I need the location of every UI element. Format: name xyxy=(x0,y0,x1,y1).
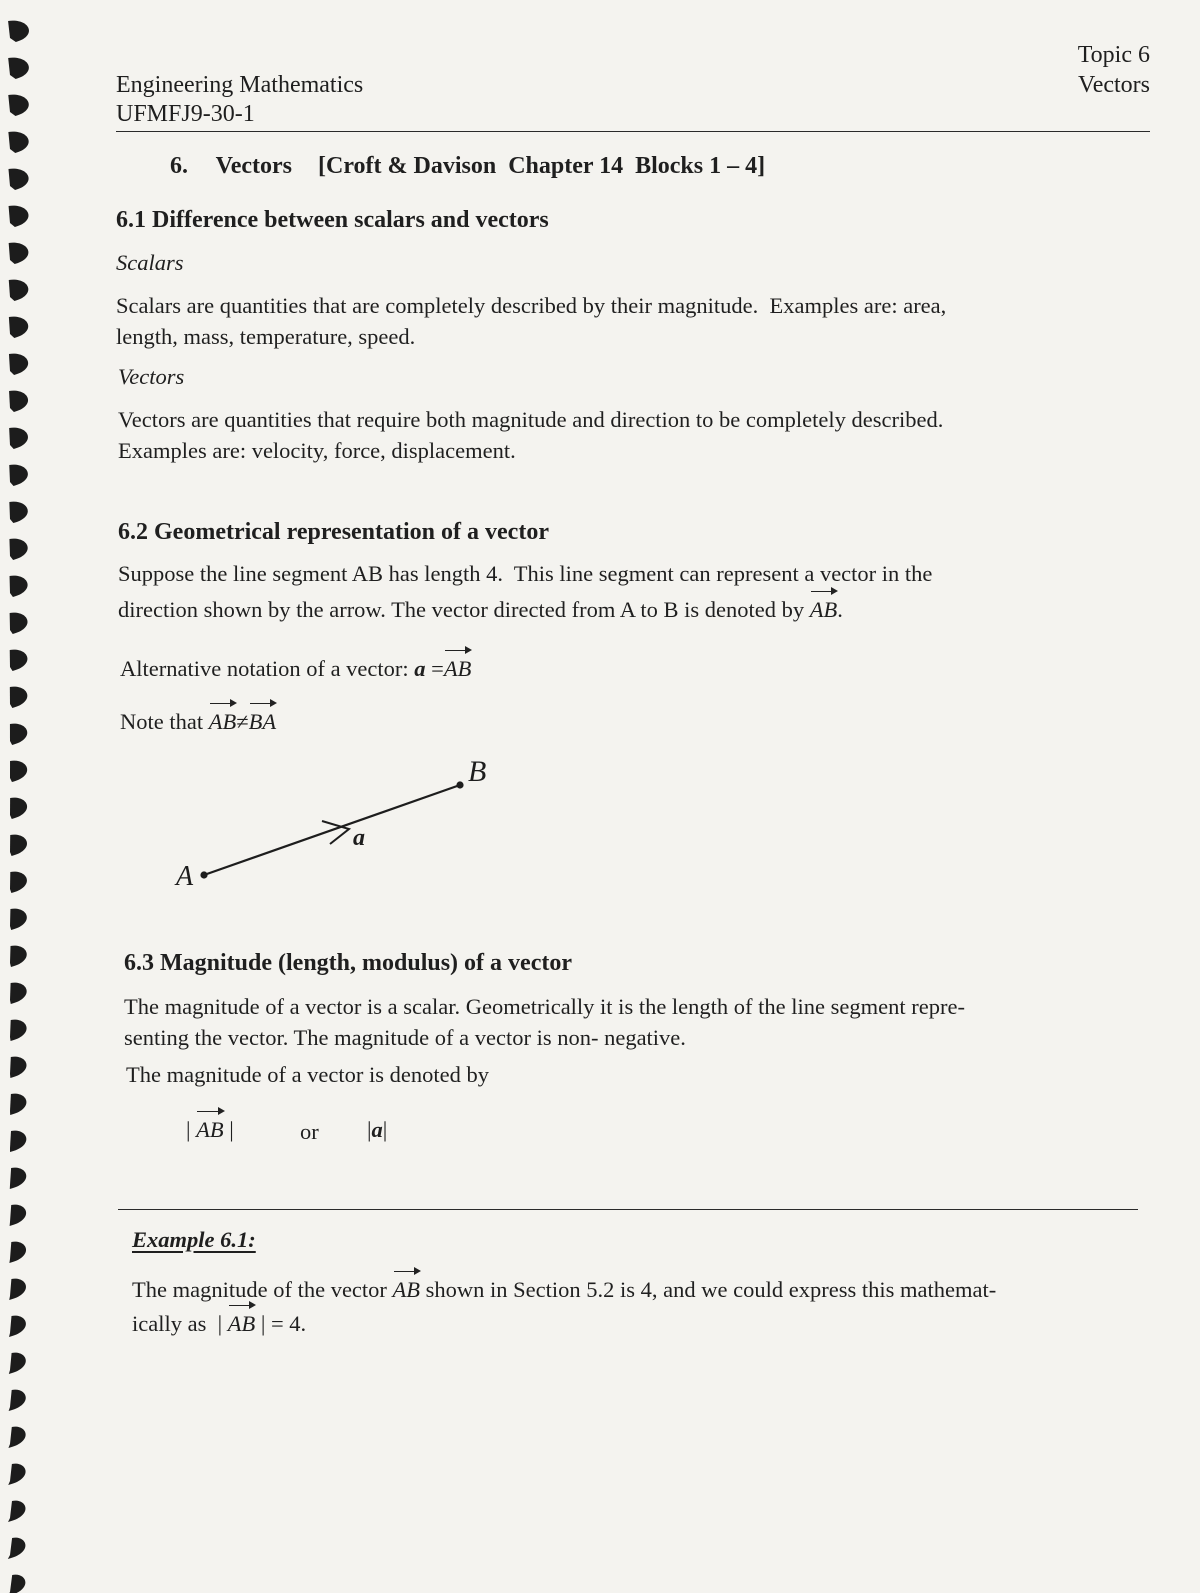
vector-diagram xyxy=(160,745,540,905)
note-vector-ab: AB xyxy=(208,709,237,734)
note-vector-ba: BA xyxy=(248,709,277,734)
vectors-line-2: Examples are: velocity, force, displacement. xyxy=(118,438,516,463)
vector-line-segment xyxy=(204,785,460,875)
scalars-line-2: length, mass, temperature, speed. xyxy=(116,324,416,349)
chapter-title: Vectors xyxy=(215,153,292,179)
section-6-2-heading: 6.2 Geometrical representation of a vector xyxy=(118,519,549,545)
abs-bar-right: | xyxy=(223,1117,234,1142)
vector-ab-notation: AB xyxy=(809,597,838,622)
note-not-equal xyxy=(120,709,276,735)
example-line-2-prefix: ically as | xyxy=(132,1311,228,1336)
chapter-heading xyxy=(170,153,765,180)
magnitude-notation-a: |a| xyxy=(367,1117,388,1142)
section-6-1-heading: 6.1 Difference between scalars and vectors xyxy=(116,207,549,233)
s2-line-2-prefix: direction shown by the arrow. The vector directed from A to B is denoted by xyxy=(118,597,810,622)
header-topic: Topic 6 xyxy=(1077,42,1150,68)
example-line-1 xyxy=(132,1277,996,1303)
chapter-reference: [Croft & Davison Chapter 14 Blocks 1 – 4] xyxy=(318,153,766,179)
label-vector-a: a xyxy=(353,825,365,851)
magnitude-vector-ab: AB xyxy=(196,1117,224,1142)
magnitude-bold-a: a xyxy=(371,1117,383,1142)
s2-line-1: Suppose the line segment AB has length 4. This line segment can represent a vector in the xyxy=(118,561,933,586)
chapter-number: 6. xyxy=(170,153,188,179)
example-title: Example 6.1: xyxy=(132,1227,256,1252)
alt-equals: = xyxy=(425,656,444,681)
magnitude-or: or xyxy=(300,1119,319,1144)
s2-line-2-suffix: . xyxy=(837,597,843,622)
example-vector-ab: AB xyxy=(392,1277,421,1302)
example-line-2-suffix: | = 4. xyxy=(255,1311,307,1336)
s2-line-2 xyxy=(118,597,843,623)
example-magnitude-vector-ab: AB xyxy=(227,1311,256,1336)
vectors-line-1: Vectors are quantities that require both magnitude and direction to be completely described. xyxy=(118,407,944,432)
example-line-1-prefix: The magnitude of the vector xyxy=(132,1277,393,1302)
abs-bar-left: | xyxy=(186,1117,197,1142)
s3-line-2: senting the vector. The magnitude of a vector is non- negative. xyxy=(124,1025,686,1050)
header-course: Engineering Mathematics xyxy=(116,72,364,98)
example-line-1-suffix: shown in Section 5.2 is 4, and we could express this mathemat- xyxy=(420,1277,997,1302)
point-b-dot xyxy=(456,781,463,788)
header-code: UFMFJ9-30-1 xyxy=(116,101,255,127)
header-subject: Vectors xyxy=(1078,72,1150,98)
example-line-2 xyxy=(132,1311,306,1337)
scalars-line-1: Scalars are quantities that are completely described by their magnitude. Examples are: area, xyxy=(116,293,947,318)
magnitude-notation-ab xyxy=(186,1117,234,1143)
magnitude-paragraph xyxy=(124,991,1144,1053)
note-neq: ≠ xyxy=(236,709,249,734)
label-point-b: B xyxy=(468,755,487,788)
alt-vector-ab: AB xyxy=(443,656,472,681)
scalars-paragraph xyxy=(116,290,1150,352)
alt-prefix: Alternative notation of a vector: xyxy=(120,656,415,681)
point-a-dot xyxy=(200,871,207,878)
section-6-3-heading: 6.3 Magnitude (length, modulus) of a vector xyxy=(124,950,572,976)
label-point-a: A xyxy=(176,861,194,892)
note-prefix: Note that xyxy=(120,709,209,734)
header-rule xyxy=(116,131,1150,132)
alt-bold-a: a xyxy=(414,656,426,681)
vectors-paragraph xyxy=(118,404,1150,466)
s3-line-1: The magnitude of a vector is a scalar. Geometrically it is the length of the line segment repre- xyxy=(124,994,965,1019)
vectors-label: Vectors xyxy=(118,364,185,389)
alternative-notation xyxy=(120,656,471,682)
s3-line-3: The magnitude of a vector is denoted by xyxy=(126,1062,490,1087)
example-rule xyxy=(118,1209,1138,1210)
scalars-label: Scalars xyxy=(116,250,184,275)
